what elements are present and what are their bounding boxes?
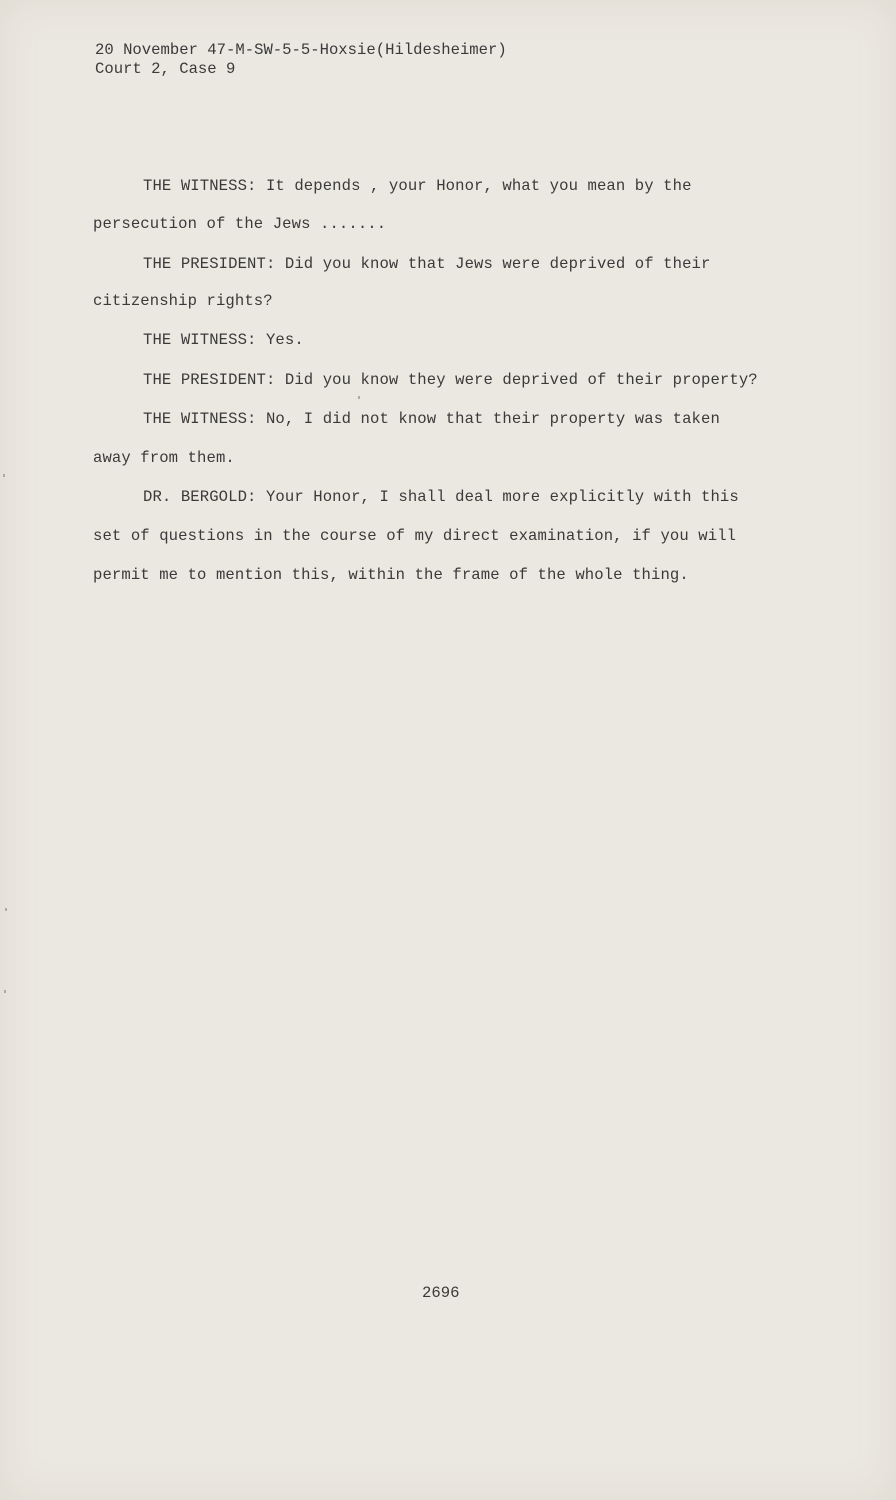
transcript-line: DR. BERGOLD: Your Honor, I shall deal more explicitly with this (143, 488, 739, 506)
transcript-line: persecution of the Jews ....... (93, 215, 387, 233)
paper-speck (3, 474, 5, 477)
transcript-line: THE WITNESS: It depends , your Honor, what you mean by the (143, 177, 692, 195)
transcript-line: THE PRESIDENT: Did you know that Jews were deprived of their (143, 255, 711, 273)
document-header-date-reference: 20 November 47-M-SW-5-5-Hoxsie(Hildesheimer) (95, 41, 507, 59)
paper-speck (5, 908, 7, 911)
transcript-line: THE WITNESS: No, I did not know that their property was taken (143, 410, 720, 428)
transcript-line: citizenship rights? (93, 292, 273, 310)
transcript-line: permit me to mention this, within the frame of the whole thing. (93, 566, 689, 584)
transcript-line: THE WITNESS: Yes. (143, 331, 304, 349)
transcript-line: set of questions in the course of my direct examination, if you will (93, 527, 737, 545)
document-header-court-case: Court 2, Case 9 (95, 60, 236, 78)
transcript-line: THE PRESIDENT: Did you know they were deprived of their property? (143, 371, 758, 389)
paper-speck (4, 990, 6, 993)
paper-speck (358, 396, 360, 399)
transcript-line: away from them. (93, 449, 235, 467)
page-number: 2696 (422, 1284, 460, 1302)
